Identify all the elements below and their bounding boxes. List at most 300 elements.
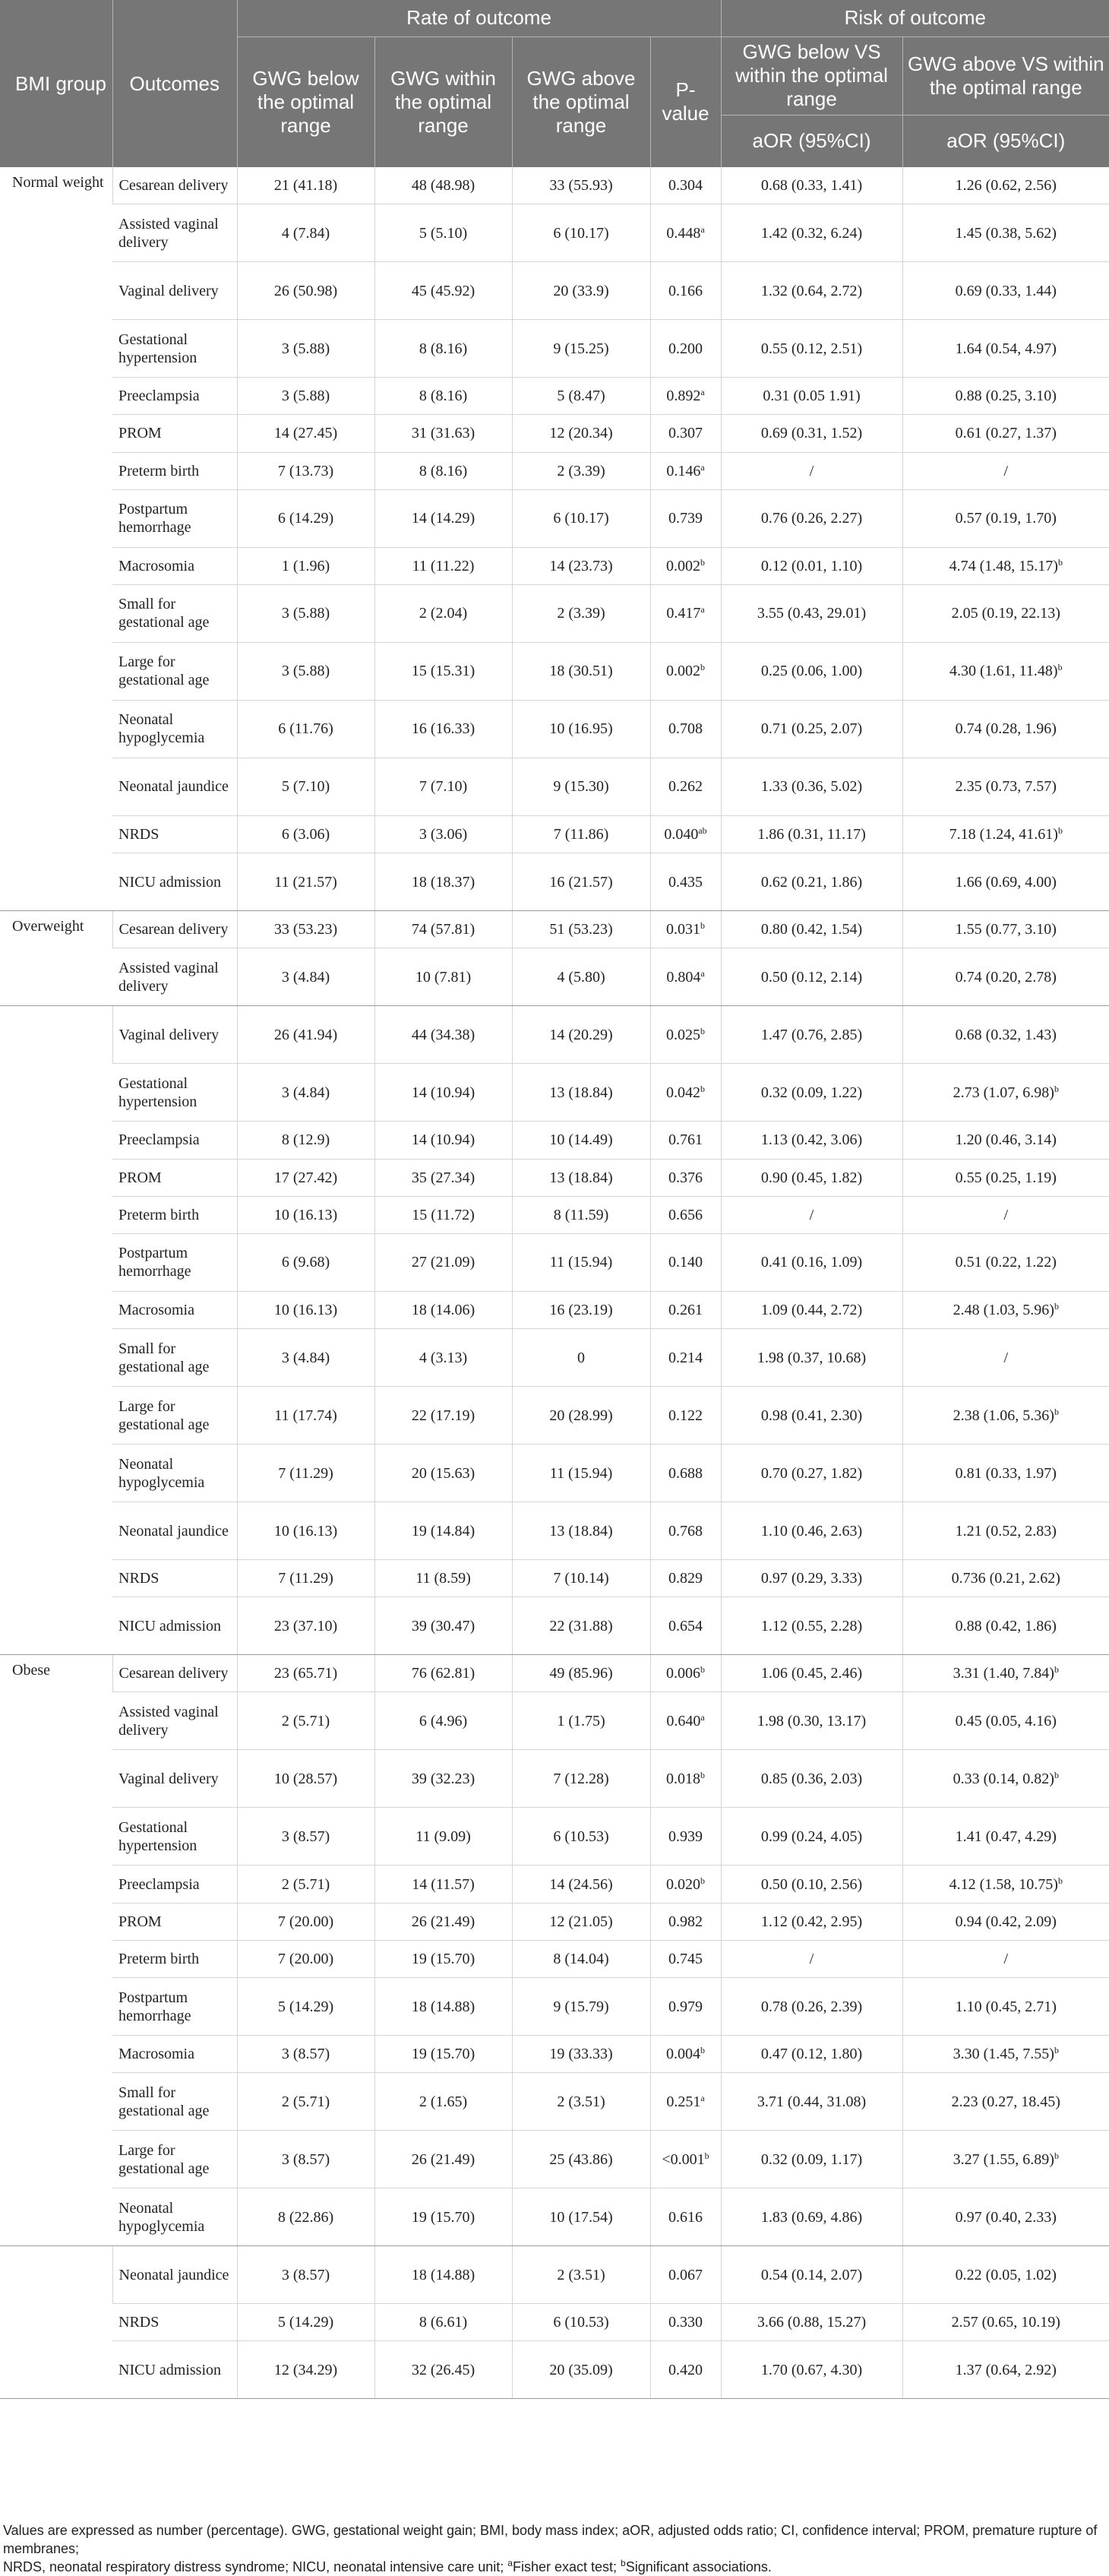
header-aor-above: aOR (95%CI) — [902, 115, 1109, 167]
aor-above-cell — [902, 1122, 1109, 1159]
aor-below-cell — [721, 758, 902, 815]
outcome-cell: Preterm birth — [112, 1196, 237, 1233]
table-row — [0, 2073, 1109, 2131]
gwg-above-cell: 51 (53.23) — [512, 911, 650, 948]
aor-above-cell-value: 0.74 (0.28, 1.96) — [955, 720, 1057, 738]
aor-above-cell-value: 0.74 (0.20, 2.78) — [955, 968, 1057, 986]
outcome-cell: Macrosomia — [112, 1291, 237, 1328]
gwg-within-cell: 8 (8.16) — [374, 378, 512, 415]
gwg-above-cell: 7 (12.28) — [512, 1750, 650, 1808]
aor-below-cell-value: 0.99 (0.24, 4.05) — [760, 1828, 863, 1845]
bmi-group-cell: Obese — [0, 1655, 112, 2246]
p-value-cell — [650, 167, 721, 204]
outcome-cell: PROM — [112, 1903, 237, 1940]
aor-below-cell-value: 0.71 (0.25, 2.07) — [760, 720, 863, 738]
gwg-within-cell: 2 (2.04) — [374, 584, 512, 642]
p-value-cell-value: 0.654 — [668, 1617, 703, 1635]
gwg-below-cell: 17 (27.42) — [237, 1159, 374, 1196]
aor-below-cell — [721, 1159, 902, 1196]
outcome-cell: NRDS — [112, 1560, 237, 1597]
gwg-within-cell: 6 (4.96) — [374, 1692, 512, 1750]
p-value-cell — [650, 1750, 721, 1808]
p-value-cell-value: 0.261 — [668, 1301, 703, 1318]
footnote-line-2 — [3, 2558, 1106, 2576]
outcome-cell: Postpartum hemorrhage — [112, 1978, 237, 2036]
p-value-cell-value: 0.140 — [668, 1254, 703, 1271]
table-body — [0, 167, 1109, 2399]
aor-below-cell — [721, 853, 902, 911]
gwg-within-cell: 18 (14.88) — [374, 1978, 512, 2036]
table-row — [0, 642, 1109, 700]
superscript-marker: a — [700, 604, 705, 616]
aor-below-cell — [721, 1387, 902, 1445]
gwg-below-cell: 3 (8.57) — [237, 1808, 374, 1866]
superscript-marker: b — [1057, 662, 1063, 673]
p-value-cell — [650, 2304, 721, 2341]
p-value-cell — [650, 262, 721, 320]
aor-below-cell-value: 3.55 (0.43, 29.01) — [757, 605, 867, 622]
gwg-above-cell: 14 (20.29) — [512, 1006, 650, 1064]
p-value-cell — [650, 1329, 721, 1387]
header-below-vs-within: GWG below VS within the optimal range — [721, 36, 902, 115]
aor-below-cell — [721, 815, 902, 853]
aor-above-cell — [902, 1502, 1109, 1560]
gwg-within-cell: 19 (14.84) — [374, 1502, 512, 1560]
p-value-cell — [650, 1445, 721, 1502]
gwg-above-cell: 20 (35.09) — [512, 2341, 650, 2399]
aor-below-cell — [721, 584, 902, 642]
aor-below-cell-value: 0.25 (0.06, 1.00) — [760, 663, 863, 680]
table-row — [0, 415, 1109, 452]
aor-below-cell-value: 0.47 (0.12, 1.80) — [760, 2046, 863, 2063]
gwg-above-cell: 20 (33.9) — [512, 262, 650, 320]
aor-above-cell-value: 2.35 (0.73, 7.57) — [955, 778, 1057, 796]
aor-below-cell — [721, 1445, 902, 1502]
aor-below-cell-value: 1.42 (0.32, 6.24) — [760, 224, 863, 242]
gwg-within-cell: 10 (7.81) — [374, 948, 512, 1006]
gwg-within-cell: 16 (16.33) — [374, 700, 512, 758]
aor-below-cell-value: 0.69 (0.31, 1.52) — [760, 425, 863, 442]
aor-below-cell — [721, 2188, 902, 2246]
p-value-cell-value: 0.020 — [666, 1875, 701, 1893]
aor-above-cell-value: / — [1003, 1349, 1009, 1366]
p-value-cell — [650, 1692, 721, 1750]
outcome-cell: NICU admission — [112, 2341, 237, 2399]
gwg-above-cell: 25 (43.86) — [512, 2131, 650, 2188]
p-value-cell — [650, 911, 721, 948]
p-value-cell — [650, 320, 721, 378]
gwg-below-cell: 8 (22.86) — [237, 2188, 374, 2246]
aor-below-cell-value: 1.33 (0.36, 5.02) — [760, 778, 863, 796]
gwg-above-cell: 2 (3.51) — [512, 2246, 650, 2304]
aor-below-cell-value: 1.09 (0.44, 2.72) — [760, 1301, 863, 1318]
aor-above-cell-value: 1.66 (0.69, 4.00) — [955, 873, 1057, 891]
aor-above-cell — [902, 1233, 1109, 1291]
table-header — [0, 0, 1109, 167]
gwg-above-cell: 6 (10.53) — [512, 2304, 650, 2341]
superscript-marker: b — [700, 2045, 706, 2056]
aor-above-cell-value: 0.88 (0.42, 1.86) — [955, 1617, 1057, 1635]
outcome-cell: Preterm birth — [112, 452, 237, 489]
table-row — [0, 1750, 1109, 1808]
aor-above-cell-value: 1.20 (0.46, 3.14) — [955, 1131, 1057, 1149]
table-row — [0, 2131, 1109, 2188]
aor-above-cell — [902, 1655, 1109, 1692]
aor-above-cell — [902, 320, 1109, 378]
table-row — [0, 1502, 1109, 1560]
aor-above-cell-value: 2.57 (0.65, 10.19) — [951, 2314, 1060, 2331]
aor-below-cell — [721, 1064, 902, 1122]
outcome-cell: Vaginal delivery — [112, 1006, 237, 1064]
gwg-below-cell: 1 (1.96) — [237, 547, 374, 584]
aor-below-cell-value: 0.90 (0.45, 1.82) — [760, 1169, 863, 1186]
gwg-within-cell: 45 (45.92) — [374, 262, 512, 320]
aor-below-cell-value: 1.98 (0.37, 10.68) — [757, 1349, 867, 1366]
aor-above-cell — [902, 547, 1109, 584]
p-value-cell — [650, 1978, 721, 2036]
p-value-cell-value: 0.166 — [668, 282, 703, 299]
aor-above-cell — [902, 489, 1109, 547]
gwg-within-cell: 14 (10.94) — [374, 1122, 512, 1159]
aor-above-cell — [902, 1196, 1109, 1233]
gwg-above-cell: 10 (16.95) — [512, 700, 650, 758]
gwg-within-cell: 20 (15.63) — [374, 1445, 512, 1502]
aor-below-cell — [721, 2246, 902, 2304]
gwg-within-cell: 35 (27.34) — [374, 1159, 512, 1196]
table-row — [0, 1597, 1109, 1655]
aor-below-cell — [721, 1329, 902, 1387]
gwg-above-cell: 9 (15.30) — [512, 758, 650, 815]
gwg-below-cell: 14 (27.45) — [237, 415, 374, 452]
gwg-below-cell: 23 (37.10) — [237, 1597, 374, 1655]
gwg-below-cell: 7 (11.29) — [237, 1560, 374, 1597]
p-value-cell — [650, 415, 721, 452]
aor-below-cell-value: 0.32 (0.09, 1.17) — [760, 2150, 863, 2168]
outcome-cell: Assisted vaginal delivery — [112, 204, 237, 262]
aor-below-cell-value: 0.50 (0.10, 2.56) — [760, 1875, 863, 1893]
aor-below-cell — [721, 2341, 902, 2399]
gwg-above-cell: 20 (28.99) — [512, 1387, 650, 1445]
gwg-within-cell: 5 (5.10) — [374, 204, 512, 262]
outcome-cell: Gestational hypertension — [112, 1064, 237, 1122]
p-value-cell — [650, 1808, 721, 1866]
aor-above-cell — [902, 1750, 1109, 1808]
gwg-within-cell: 19 (15.70) — [374, 1940, 512, 1977]
aor-above-cell — [902, 2036, 1109, 2073]
outcome-cell: Preeclampsia — [112, 378, 237, 415]
aor-above-cell-value: 0.45 (0.05, 4.16) — [955, 1712, 1057, 1729]
gwg-above-cell: 9 (15.25) — [512, 320, 650, 378]
p-value-cell — [650, 642, 721, 700]
superscript-marker: a — [700, 461, 705, 473]
aor-below-cell-value: / — [809, 1950, 814, 1967]
gwg-below-cell: 3 (5.88) — [237, 378, 374, 415]
table-row — [0, 262, 1109, 320]
aor-above-cell-value: 1.41 (0.47, 4.29) — [955, 1828, 1057, 1845]
p-value-cell — [650, 2131, 721, 2188]
outcome-cell: Neonatal hypoglycemia — [112, 700, 237, 758]
p-value-cell-value: 0.002 — [666, 557, 701, 574]
gwg-above-cell: 9 (15.79) — [512, 1978, 650, 2036]
p-value-cell — [650, 1159, 721, 1196]
gwg-below-cell: 5 (7.10) — [237, 758, 374, 815]
p-value-cell — [650, 2036, 721, 2073]
p-value-cell — [650, 2188, 721, 2246]
gwg-below-cell: 11 (17.74) — [237, 1387, 374, 1445]
gwg-below-cell: 5 (14.29) — [237, 1978, 374, 2036]
table-row — [0, 1159, 1109, 1196]
p-value-cell — [650, 547, 721, 584]
gwg-below-cell: 10 (16.13) — [237, 1196, 374, 1233]
table-row — [0, 1291, 1109, 1328]
header-gwg-below: GWG below the optimal range — [237, 36, 374, 167]
gwg-within-cell: 32 (26.45) — [374, 2341, 512, 2399]
superscript-marker: b — [1054, 1300, 1059, 1312]
aor-below-cell-value: 0.68 (0.33, 1.41) — [760, 177, 863, 195]
gwg-above-cell: 6 (10.53) — [512, 1808, 650, 1866]
table-row — [0, 2304, 1109, 2341]
aor-below-cell-value: 1.13 (0.42, 3.06) — [760, 1131, 863, 1149]
gwg-below-cell: 7 (11.29) — [237, 1445, 374, 1502]
table-row — [0, 489, 1109, 547]
gwg-within-cell: 18 (14.06) — [374, 1291, 512, 1328]
outcome-cell: Preeclampsia — [112, 1866, 237, 1903]
aor-above-cell-value: 0.61 (0.27, 1.37) — [955, 425, 1057, 442]
aor-below-cell — [721, 1808, 902, 1866]
aor-below-cell — [721, 1560, 902, 1597]
aor-above-cell — [902, 167, 1109, 204]
gwg-within-cell: 26 (21.49) — [374, 1903, 512, 1940]
gwg-above-cell: 5 (8.47) — [512, 378, 650, 415]
gwg-within-cell: 4 (3.13) — [374, 1329, 512, 1387]
aor-above-cell-value: 2.05 (0.19, 22.13) — [951, 605, 1060, 622]
gwg-within-cell: 2 (1.65) — [374, 2073, 512, 2131]
aor-above-cell — [902, 2304, 1109, 2341]
aor-above-cell — [902, 204, 1109, 262]
outcome-cell: Neonatal hypoglycemia — [112, 1445, 237, 1502]
aor-above-cell-value: 2.23 (0.27, 18.45) — [951, 2093, 1060, 2110]
table-row — [0, 1122, 1109, 1159]
gwg-within-cell: 19 (15.70) — [374, 2036, 512, 2073]
aor-below-cell-value: 1.12 (0.42, 2.95) — [760, 1913, 863, 1930]
aor-below-cell-value: 0.41 (0.16, 1.09) — [760, 1254, 863, 1271]
aor-above-cell — [902, 1597, 1109, 1655]
aor-below-cell-value: 1.83 (0.69, 4.86) — [760, 2208, 863, 2226]
footnote-line-1: Values are expressed as number (percentage). GWG, gestational weight gain; BMI, body mass index; aOR, adjusted odds ratio; CI, confidence interval; PROM, premature rupture of membranes; — [3, 2523, 1098, 2556]
gwg-above-cell: 0 — [512, 1329, 650, 1387]
bmi-group-cell — [0, 1006, 112, 1655]
aor-above-cell-value: / — [1003, 462, 1009, 479]
table-row — [0, 1196, 1109, 1233]
gwg-within-cell: 15 (15.31) — [374, 642, 512, 700]
aor-above-cell-value: 0.81 (0.33, 1.97) — [955, 1464, 1057, 1482]
table-row — [0, 1064, 1109, 1122]
aor-below-cell-value: 0.32 (0.09, 1.22) — [760, 1084, 863, 1101]
aor-above-cell — [902, 2188, 1109, 2246]
p-value-cell-value: 0.616 — [668, 2208, 703, 2226]
aor-above-cell — [902, 2341, 1109, 2399]
gwg-within-cell: 26 (21.49) — [374, 2131, 512, 2188]
p-value-cell-value: 0.146 — [666, 462, 701, 479]
p-value-cell — [650, 1196, 721, 1233]
superscript-marker: b — [1054, 2045, 1059, 2056]
p-value-cell-value: 0.304 — [668, 177, 703, 195]
outcome-cell: Small for gestational age — [112, 2073, 237, 2131]
outcome-cell: Macrosomia — [112, 547, 237, 584]
p-value-cell — [650, 2073, 721, 2131]
p-value-cell-value: 0.761 — [668, 1131, 703, 1149]
aor-above-cell-value: 0.69 (0.33, 1.44) — [955, 282, 1057, 299]
aor-below-cell-value: 0.50 (0.12, 2.14) — [760, 968, 863, 986]
aor-above-cell-value: 3.31 (1.40, 7.84) — [953, 1665, 1054, 1682]
gwg-within-cell: 11 (8.59) — [374, 1560, 512, 1597]
outcome-cell: Preeclampsia — [112, 1122, 237, 1159]
gwg-below-cell: 2 (5.71) — [237, 1866, 374, 1903]
gwg-within-cell: 8 (6.61) — [374, 2304, 512, 2341]
superscript-marker: ab — [698, 825, 707, 837]
p-value-cell — [650, 2341, 721, 2399]
outcome-cell: PROM — [112, 415, 237, 452]
aor-below-cell — [721, 167, 902, 204]
aor-above-cell — [902, 1291, 1109, 1328]
p-value-cell-value: 0.067 — [668, 2266, 703, 2283]
aor-above-cell-value: 0.57 (0.19, 1.70) — [955, 510, 1057, 527]
aor-above-cell — [902, 1329, 1109, 1387]
superscript-marker: b — [700, 662, 706, 673]
gwg-within-cell: 18 (14.88) — [374, 2246, 512, 2304]
aor-above-cell-value: 3.27 (1.55, 6.89) — [953, 2150, 1054, 2168]
p-value-cell-value: 0.031 — [666, 921, 701, 938]
superscript-marker: b — [700, 1875, 706, 1886]
p-value-cell — [650, 1064, 721, 1122]
gwg-above-cell: 18 (30.51) — [512, 642, 650, 700]
aor-above-cell-value: 2.48 (1.03, 5.96) — [953, 1301, 1054, 1318]
gwg-within-cell: 11 (11.22) — [374, 547, 512, 584]
table-row — [0, 584, 1109, 642]
superscript-marker: b — [1054, 1083, 1059, 1094]
gwg-above-cell: 10 (17.54) — [512, 2188, 650, 2246]
table-row — [0, 452, 1109, 489]
gwg-below-cell: 3 (8.57) — [237, 2246, 374, 2304]
gwg-below-cell: 7 (13.73) — [237, 452, 374, 489]
aor-below-cell-value: 0.54 (0.14, 2.07) — [760, 2266, 863, 2283]
gwg-above-cell: 7 (11.86) — [512, 815, 650, 853]
p-value-cell — [650, 452, 721, 489]
table-row — [0, 167, 1109, 204]
aor-above-cell-value: 1.55 (0.77, 3.10) — [955, 921, 1057, 938]
aor-below-cell — [721, 1750, 902, 1808]
p-value-cell-value: 0.307 — [668, 425, 703, 442]
aor-below-cell — [721, 547, 902, 584]
aor-above-cell-value: 1.10 (0.45, 2.71) — [955, 1998, 1057, 2015]
table-row — [0, 2341, 1109, 2399]
gwg-below-cell: 4 (7.84) — [237, 204, 374, 262]
aor-below-cell-value: 1.12 (0.55, 2.28) — [760, 1617, 863, 1635]
outcome-cell: PROM — [112, 1159, 237, 1196]
table-row — [0, 1978, 1109, 2036]
aor-below-cell-value: 1.06 (0.45, 2.46) — [760, 1665, 863, 1682]
p-value-cell-value: <0.001 — [662, 2150, 705, 2168]
gwg-within-cell: 14 (11.57) — [374, 1866, 512, 1903]
header-aor-below: aOR (95%CI) — [721, 115, 902, 167]
outcome-cell: NICU admission — [112, 853, 237, 911]
table-row — [0, 1808, 1109, 1866]
aor-below-cell-value: 1.32 (0.64, 2.72) — [760, 282, 863, 299]
gwg-above-cell: 49 (85.96) — [512, 1655, 650, 1692]
outcome-cell: Postpartum hemorrhage — [112, 489, 237, 547]
gwg-below-cell: 5 (14.29) — [237, 2304, 374, 2341]
aor-above-cell — [902, 1692, 1109, 1750]
outcome-cell: Small for gestational age — [112, 584, 237, 642]
aor-above-cell-value: 0.68 (0.32, 1.43) — [955, 1026, 1057, 1043]
gwg-above-cell: 2 (3.51) — [512, 2073, 650, 2131]
p-value-cell-value: 0.892 — [666, 388, 701, 405]
aor-above-cell-value: 1.45 (0.38, 5.62) — [955, 224, 1057, 242]
table-row — [0, 1940, 1109, 1977]
table-row — [0, 1006, 1109, 1064]
gwg-above-cell: 14 (24.56) — [512, 1866, 650, 1903]
gwg-above-cell: 19 (33.33) — [512, 2036, 650, 2073]
table-row — [0, 1233, 1109, 1291]
aor-below-cell — [721, 700, 902, 758]
p-value-cell-value: 0.939 — [668, 1828, 703, 1845]
aor-above-cell-value: 4.74 (1.48, 15.17) — [949, 557, 1058, 574]
table-row — [0, 204, 1109, 262]
superscript-marker: b — [1054, 2150, 1059, 2161]
p-value-cell-value: 0.979 — [668, 1998, 703, 2015]
aor-below-cell-value: 0.31 (0.05 1.91) — [763, 388, 861, 405]
p-value-cell — [650, 1291, 721, 1328]
outcome-cell: Small for gestational age — [112, 1329, 237, 1387]
aor-below-cell — [721, 911, 902, 948]
aor-below-cell-value: 0.97 (0.29, 3.33) — [760, 1570, 863, 1587]
gwg-below-cell: 11 (21.57) — [237, 853, 374, 911]
gwg-within-cell: 44 (34.38) — [374, 1006, 512, 1064]
gwg-below-cell: 26 (41.94) — [237, 1006, 374, 1064]
gwg-within-cell: 48 (48.98) — [374, 167, 512, 204]
aor-below-cell — [721, 1597, 902, 1655]
aor-below-cell-value: 0.62 (0.21, 1.86) — [760, 873, 863, 891]
gwg-above-cell: 6 (10.17) — [512, 204, 650, 262]
p-value-cell — [650, 584, 721, 642]
p-value-cell — [650, 1655, 721, 1692]
aor-below-cell — [721, 378, 902, 415]
aor-above-cell — [902, 911, 1109, 948]
p-value-cell-value: 0.688 — [668, 1464, 703, 1482]
gwg-below-cell: 3 (4.84) — [237, 948, 374, 1006]
gwg-above-cell: 11 (15.94) — [512, 1233, 650, 1291]
aor-above-cell — [902, 2131, 1109, 2188]
superscript-marker: b — [1057, 556, 1063, 568]
footnote-note-a: Fisher exact test; — [512, 2559, 621, 2574]
aor-above-cell-value: / — [1003, 1206, 1009, 1223]
gwg-above-cell: 4 (5.80) — [512, 948, 650, 1006]
header-gwg-above: GWG above the optimal range — [512, 36, 650, 167]
header-p-value: P-value — [650, 36, 721, 167]
aor-below-cell-value: 0.55 (0.12, 2.51) — [760, 340, 863, 357]
aor-below-cell — [721, 1196, 902, 1233]
p-value-cell — [650, 1122, 721, 1159]
outcome-cell: Postpartum hemorrhage — [112, 1233, 237, 1291]
table-row — [0, 911, 1109, 948]
table-row — [0, 1560, 1109, 1597]
aor-above-cell — [902, 642, 1109, 700]
p-value-cell-value: 0.330 — [668, 2314, 703, 2331]
p-value-cell — [650, 1502, 721, 1560]
gwg-within-cell: 74 (57.81) — [374, 911, 512, 948]
aor-above-cell — [902, 1445, 1109, 1502]
bmi-group-cell: Overweight — [0, 911, 112, 1006]
